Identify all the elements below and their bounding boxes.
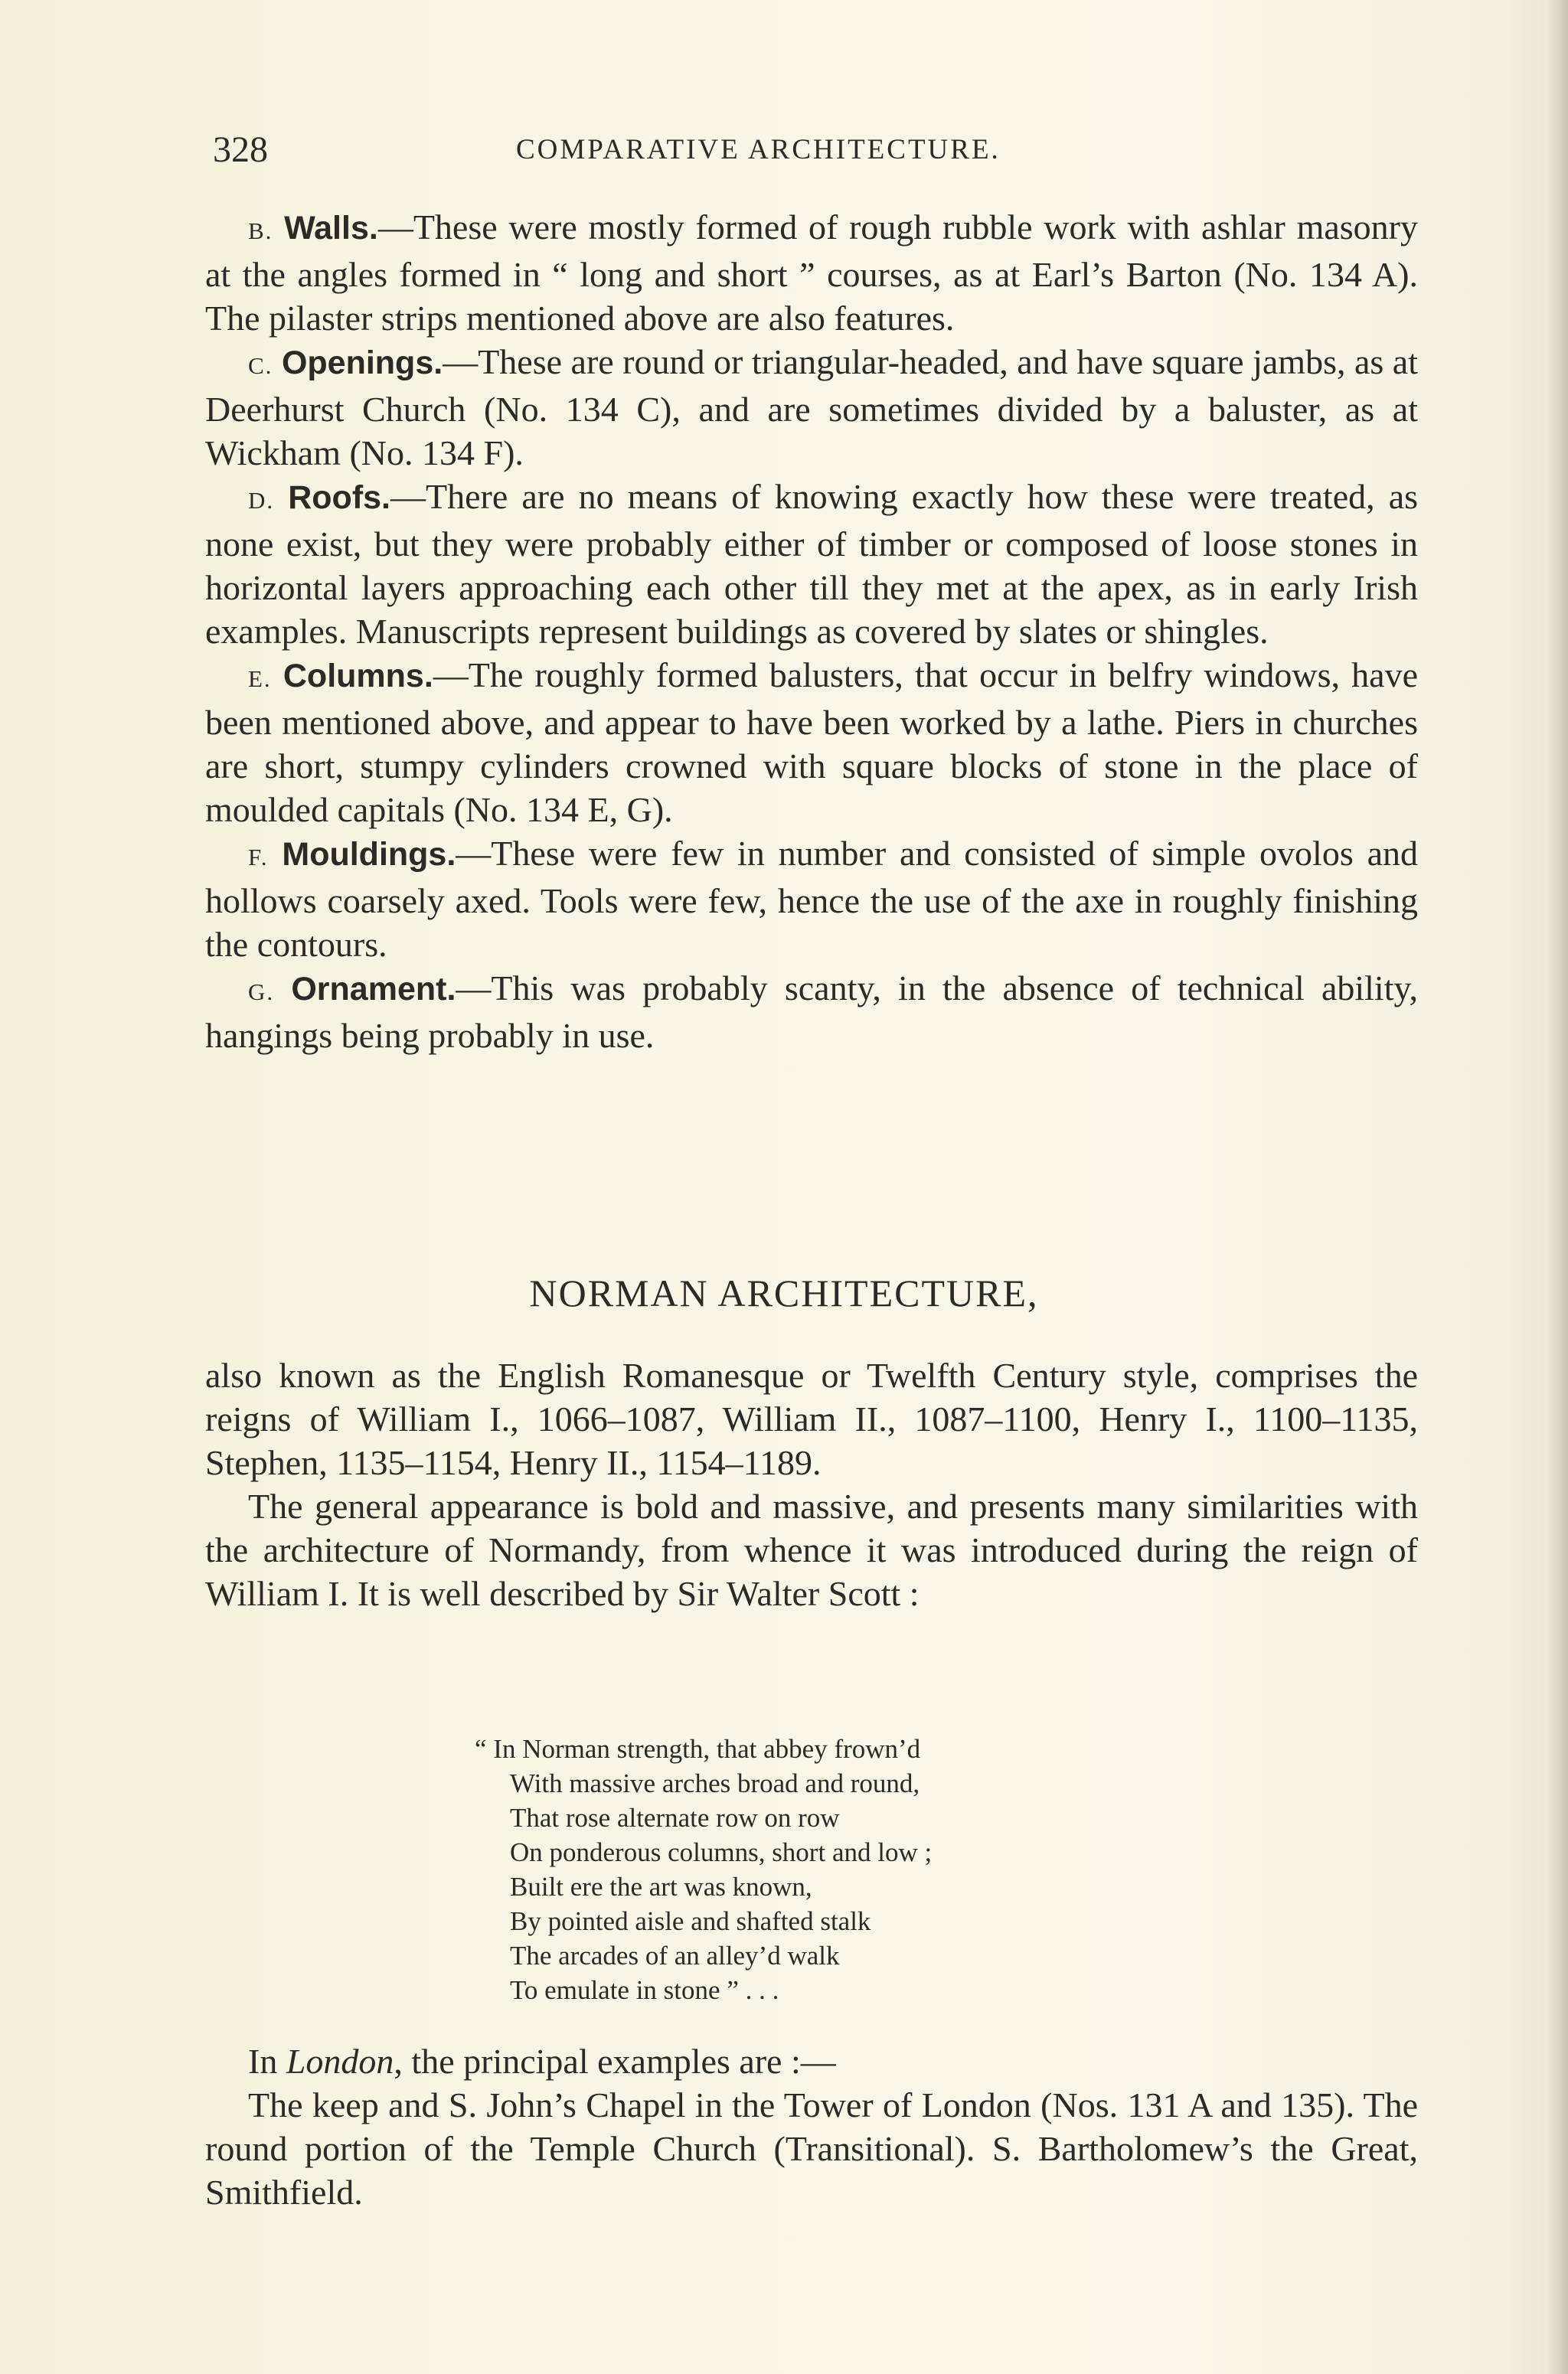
section-heading: Roofs. <box>288 479 391 516</box>
section-heading: Ornament. <box>291 971 456 1007</box>
poem-line: “ In Norman strength, that abbey frown’d <box>475 1734 921 1764</box>
paragraph-walls <box>205 205 1418 340</box>
paragraph-openings <box>205 340 1418 475</box>
paragraph-roofs <box>205 475 1418 653</box>
section-letter: D. <box>248 487 275 514</box>
paragraph-norman-intro: also known as the English Romanesque or Twelfth Century style, comprises the reigns of William I., 1066–1087, William II., 1087–1100, Henry I., 1100–1135, Stephen, 1135–1154, Henry II., 1154–1189. <box>205 1356 1418 1482</box>
section-letter: C. <box>248 352 273 379</box>
poem-line: Built ere the art was known, <box>510 1872 812 1902</box>
section-letter: G. <box>248 978 275 1005</box>
section-text: —These were mostly formed of rough rubble work with ashlar masonry at the angles formed in “ long and short ” courses, as at Earl’s Barton (No. 134 A). The pilaster strips mentioned above are also features. <box>205 207 1418 338</box>
poem-line: With massive arches broad and round, <box>510 1768 920 1798</box>
london-examples <box>205 2039 1418 2214</box>
section-text: —The roughly formed balusters, that occur in belfry windows, have been mentioned above, and appear to have been worked by a lathe. Piers in churches are short, stumpy cylinders crowned with square blocks of stone in the place of moulded capitals (No. 134 E, G). <box>205 655 1419 829</box>
section-heading: Mouldings. <box>282 836 456 873</box>
section-text: —These are round or triangular-headed, and have square jambs, as at Deerhurst Church (No. 134 C), and are sometimes divided by a baluster, as at Wickham (No. 134 F). <box>205 342 1418 472</box>
paragraph-london-examples: The keep and S. John’s Chapel in the Tower of London (Nos. 131 A and 135). The round portion of the Temple Church (Transitional). S. Bartholomew’s the Great, Smithfield. <box>205 2085 1418 2212</box>
poem-line: To emulate in stone ” . . . <box>510 1975 779 2005</box>
section-heading: Columns. <box>283 658 433 694</box>
section-heading: Walls. <box>284 210 378 247</box>
paragraph-london-lead <box>205 2039 1418 2083</box>
section-letter: E. <box>248 665 272 692</box>
features-section <box>205 205 1418 1057</box>
poem-line: That rose alternate row on row <box>510 1803 840 1833</box>
page-edge-shadow <box>1547 0 1568 2374</box>
section-heading: Openings. <box>281 345 443 381</box>
page-number: 328 <box>213 129 268 170</box>
paragraph-general-appearance: The general appearance is bold and massive, and presents many similarities with the architecture of Normandy, from whence it was introduced during the reign of William I. It is well described by Sir Walter Scott : <box>205 1487 1418 1613</box>
poem-line: On ponderous columns, short and low ; <box>510 1837 933 1867</box>
section-text: —There are no means of knowing exactly how these were treated, as none exist, but they were probably either of timber or composed of loose stones in horizontal layers approaching each other till they met at the apex, as in early Irish examples. Manuscripts represent buildings as covered by slates or shingles. <box>205 477 1419 651</box>
section-text: —This was probably scanty, in the absence of technical ability, hangings being probably in use. <box>205 968 1418 1055</box>
poem-line: By pointed aisle and shafted stalk <box>510 1906 871 1936</box>
running-title: COMPARATIVE ARCHITECTURE. <box>516 134 1001 165</box>
poem-line: The arcades of an alley’d walk <box>510 1941 840 1971</box>
running-head <box>213 129 1438 175</box>
paragraph-ornament <box>205 966 1418 1057</box>
section-title-norman: NORMAN ARCHITECTURE, <box>529 1272 1039 1314</box>
section-letter: B. <box>248 217 273 244</box>
paragraph-columns <box>205 653 1418 831</box>
london-suffix: , the principal examples are :— <box>394 2042 836 2081</box>
london-prefix: In <box>248 2042 286 2081</box>
paragraph-mouldings <box>205 831 1418 966</box>
norman-intro <box>205 1354 1418 1615</box>
london-place: London <box>286 2042 394 2081</box>
section-letter: F. <box>248 844 269 870</box>
scott-poem <box>475 1732 1164 2007</box>
section-text: —These were few in number and consisted of simple ovolos and hollows coarsely axed. Tools were few, hence the use of the axe in roughly finishing the contours. <box>205 834 1418 964</box>
